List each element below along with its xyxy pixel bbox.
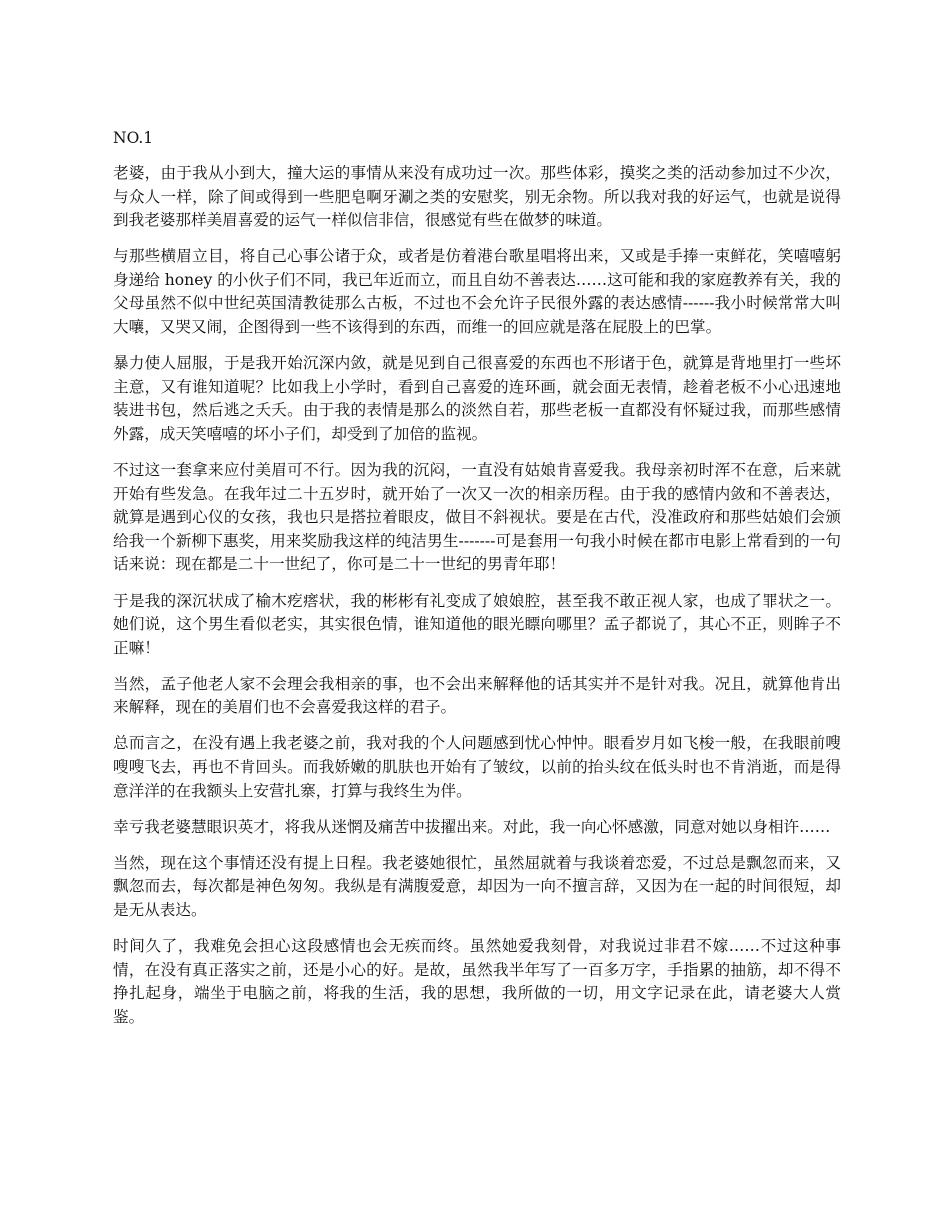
paragraph-5: 于是我的深沉状成了榆木疙瘩状，我的彬彬有礼变成了娘娘腔，甚至我不敢正视人家，也成了罪状之一。她们说，这个男生看似老实，其实很色情，谁知道他的眼光瞟向哪里？孟子都说了，其心不正，则眸子不正嘛！ bbox=[113, 591, 841, 657]
document-page bbox=[113, 128, 841, 1042]
paragraph-4: 不过这一套拿来应付美眉可不行。因为我的沉闷，一直没有姑娘肯喜爱我。我母亲初时浑不在意，后来就开始有些发急。在我年过二十五岁时，就开始了一次又一次的相亲历程。由于我的感情内敛和不善表达，就算是遇到心仪的女孩，我也只是搭拉着眼皮，做目不斜视状。要是在古代，没准政府和那些姑娘们会颁给我一个新柳下惠奖，用来奖励我这样的纯洁男生-------可是套用一句我小时候在都市电影上常看到的一句话来说：现在都是二十一世纪了，你可是二十一世纪的男青年耶！ bbox=[113, 461, 841, 574]
paragraph-8: 幸亏我老婆慧眼识英才，将我从迷惘及痛苦中拔擢出来。对此，我一向心怀感激，同意对她以身相许…… bbox=[113, 817, 831, 836]
paragraph-9: 当然，现在这个事情还没有提上日程。我老婆她很忙，虽然屈就着与我谈着恋爱，不过总是飘忽而来，又飘忽而去，每次都是神色匆匆。我纵是有满腹爱意，却因为一向不擅言辞，又因为在一起的时间很短，却是无从表达。 bbox=[113, 853, 841, 920]
paragraph-3: 暴力使人屈服，于是我开始沉深内敛，就是见到自己很喜爱的东西也不形诸于色，就算是背地里打一些坏主意，又有谁知道呢？比如我上小学时，看到自己喜爱的连环画，就会面无表情，趁着老板不小心迅速地装进书包，然后逃之夭夭。由于我的表情是那么的淡然自若，那些老板一直都没有怀疑过我，而那些感情外露，成天笑嘻嘻的坏小子们，却受到了加倍的监视。 bbox=[113, 354, 841, 443]
paragraph-1: 老婆，由于我从小到大，撞大运的事情从来没有成功过一次。那些体彩，摸奖之类的活动参加过不少次，与众人一样，除了间或得到一些肥皂啊牙涮之类的安慰奖，别无余物。所以我对我的好运气，也就是说得到我老婆那样美眉喜爱的运气一样似信非信，很感觉有些在做梦的味道。 bbox=[113, 164, 841, 230]
paragraph-6: 当然，孟子他老人家不会理会我相亲的事，也不会出来解释他的话其实并不是针对我。况且，就算他肯出来解释，现在的美眉们也不会喜爱我这样的君子。 bbox=[113, 674, 841, 717]
paragraph-10: 时间久了，我难免会担心这段感情也会无疾而终。虽然她爱我刻骨，对我说过非君不嫁……不过这种事情，在没有真正落实之前，还是小心的好。是故，虽然我半年写了一百多万字，手指累的抽筋，却不得不挣扎起身，端坐于电脑之前，将我的生活，我的思想，我所做的一切，用文字记录在此，请老婆大人赏鉴。 bbox=[113, 937, 841, 1026]
document-heading: NO.1 bbox=[113, 129, 154, 147]
paragraph-7: 总而言之，在没有遇上我老婆之前，我对我的个人问题感到忧心忡忡。眼看岁月如飞梭一般，在我眼前嗖嗖嗖飞去，再也不肯回头。而我娇嫩的肌肤也开始有了皱纹，以前的抬头纹在低头时也不肯消逝，而是得意洋洋的在我额头上安营扎寨，打算与我终生为伴。 bbox=[113, 734, 841, 800]
paragraph-2: 与那些横眉立目，将自己心事公诸于众，或者是仿着港台歌星唱将出来，又或是手捧一束鲜花，笑嘻嘻躬身递给 honey 的小伙子们不同，我已年近而立，而且自幼不善表达……这可能和我的家庭教养有关，我的父母虽然不似中世纪英国清教徒那么古板，不过也不会允许子民很外露的表达感情------我小时候常常大叫大嚷，又哭又闹，企图得到一些不该得到的东西，而维一的回应就是落在屁股上的巴掌。 bbox=[113, 247, 841, 337]
